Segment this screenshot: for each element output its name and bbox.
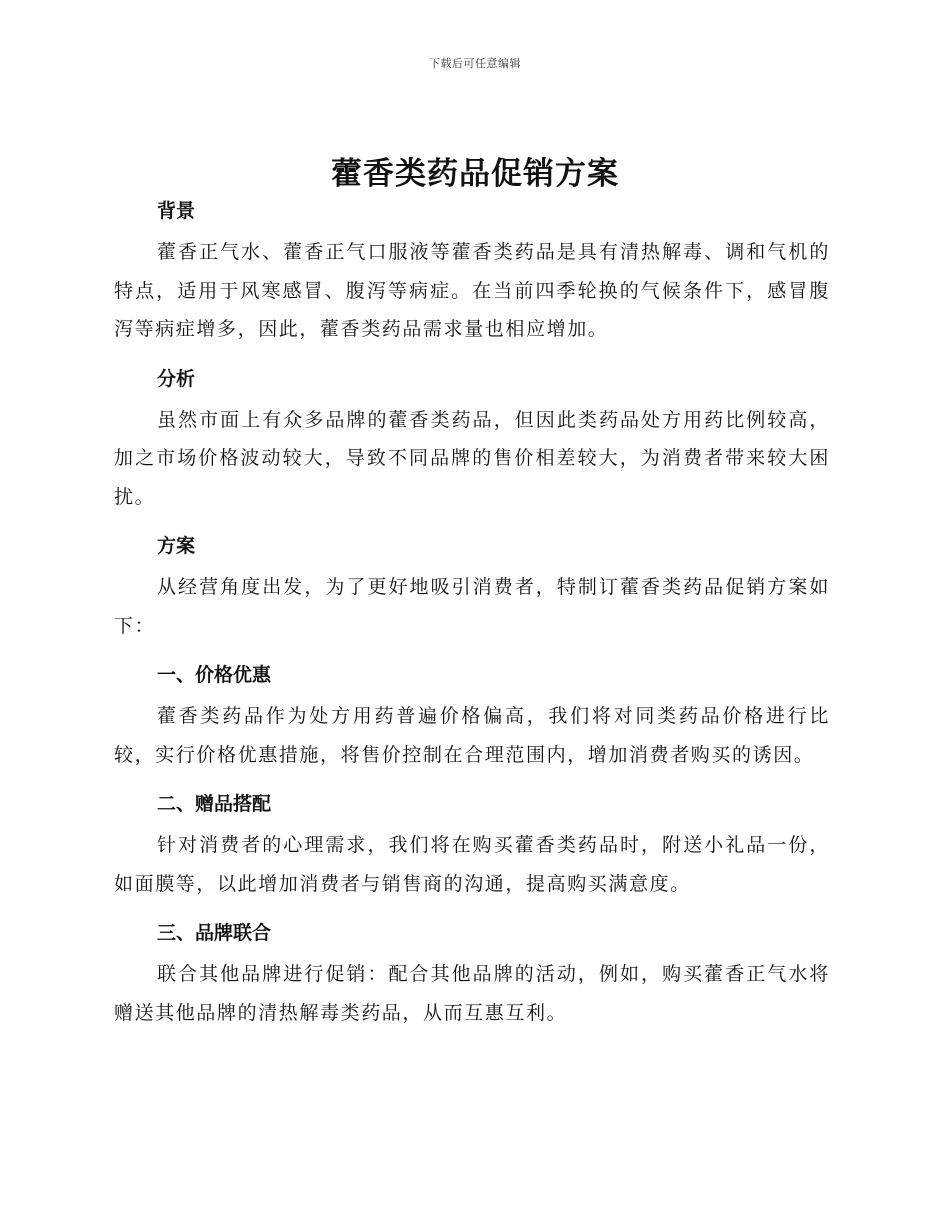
- section-heading-gift: 二、赠品搭配: [157, 793, 272, 815]
- section-text-background: 藿香正气水、藿香正气口服液等藿香类药品是具有清热解毒、调和气机的特点，适用于风寒感冒、腹泻等病症。在当前四季轮换的气候条件下，感冒腹泻等病症增多，因此，藿香类药品需求量也相应增加。: [114, 241, 830, 340]
- section-heading-price: 一、价格优惠: [157, 664, 272, 686]
- section-text-brand: 联合其他品牌进行促销：配合其他品牌的活动，例如，购买藿香正气水将赠送其他品牌的清热解毒类药品，从而互惠互利。: [114, 963, 830, 1024]
- section-text-price: 藿香类药品作为处方用药普遍价格偏高，我们将对同类药品价格进行比较，实行价格优惠措施，将售价控制在合理范围内，增加消费者购买的诱因。: [114, 705, 830, 766]
- document-title: 藿香类药品促销方案: [331, 156, 619, 192]
- section-heading-brand: 三、品牌联合: [157, 922, 272, 944]
- section-text-plan: 从经营角度出发，为了更好地吸引消费者，特制订藿香类药品促销方案如下：: [114, 576, 830, 637]
- section-text-analysis: 虽然市面上有众多品牌的藿香类药品，但因此类药品处方用药比例较高，加之市场价格波动较大，导致不同品牌的售价相差较大，为消费者带来较大困扰。: [114, 408, 830, 508]
- section-heading-background: 背景: [157, 200, 196, 222]
- header-note: 下载后可任意编辑: [429, 57, 521, 70]
- section-text-gift: 针对消费者的心理需求，我们将在购买藿香类药品时，附送小礼品一份，如面膜等，以此增加消费者与销售商的沟通，提高购买满意度。: [114, 834, 830, 895]
- section-heading-analysis: 分析: [157, 367, 196, 390]
- section-heading-plan: 方案: [157, 535, 196, 557]
- document-body: [114, 195, 830, 1032]
